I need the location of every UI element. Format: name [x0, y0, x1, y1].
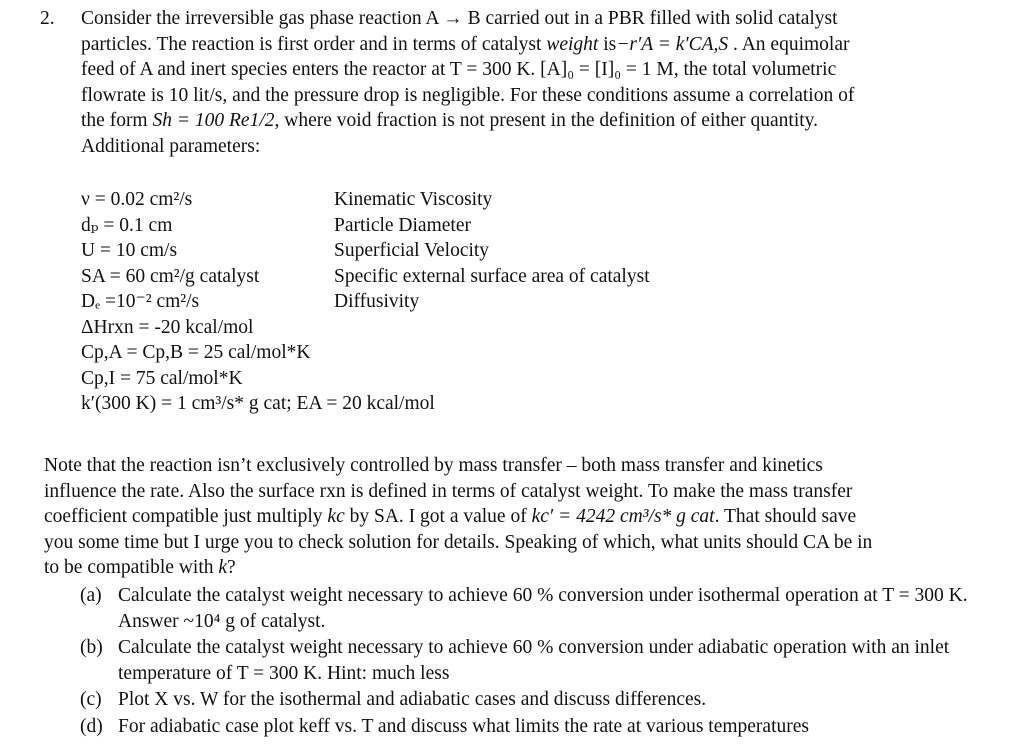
note-line	[44, 504, 1004, 530]
question-part-b	[80, 635, 1004, 686]
part-text: For adiabatic case plot keff vs. T and discuss what limits the rate at various temperatures	[118, 715, 809, 737]
kc-symbol: kc	[327, 506, 345, 528]
part-label: (a)	[80, 584, 102, 606]
parameter-value: U = 10 cm/s	[81, 240, 178, 261]
intro-line: Consider the irreversible gas phase reaction A → B carried out in a PBR filled with solid catalyst	[81, 8, 838, 29]
weight-emphasis: weight	[546, 33, 599, 55]
parameter-label: Kinematic Viscosity	[334, 189, 493, 210]
parameter-value: ν = 0.02 cm²/s	[81, 189, 193, 210]
problem-note	[44, 453, 1004, 741]
problem-statement	[40, 6, 1015, 160]
intro-text: is	[598, 33, 617, 55]
note-line: influence the rate. Also the surface rxn is defined in terms of catalyst weight. To make the mass transfer	[44, 480, 853, 502]
part-label: (b)	[80, 637, 103, 659]
problem-intro	[81, 6, 1015, 160]
k-symbol: k	[218, 557, 228, 579]
note-text: coefficient compatible just multiply	[44, 506, 328, 528]
intro-line: feed of A and inert species enters the reactor at T = 300 K. [A]₀ = [I]₀ = 1 M, the total volumetric	[81, 59, 837, 81]
problem-number: 2.	[40, 8, 55, 29]
parameter-value: ΔHrxn = -20 kcal/mol	[81, 316, 254, 338]
parameter-row	[81, 238, 490, 264]
note-line	[44, 555, 1004, 581]
sherwood-correlation: Sh = 100 Re1/2	[152, 110, 275, 132]
parameter-value: SA = 60 cm²/g catalyst	[81, 265, 260, 287]
parameter-row	[81, 340, 435, 366]
parameter-list	[81, 187, 650, 417]
intro-line	[81, 108, 1015, 134]
parameter-row	[81, 289, 435, 315]
question-part-a	[80, 583, 1004, 634]
note-text: ?	[227, 557, 236, 579]
intro-text: , where void fraction is not present in the definition of either quantity.	[274, 110, 819, 132]
parameter-value: Dₑ =10⁻² cm²/s	[81, 291, 200, 312]
part-text: Calculate the catalyst weight necessary to achieve 60 % conversion under isothermal operation at T = 300 K. Answer ~10⁴ g of catalyst.	[118, 584, 968, 632]
parameter-row	[81, 213, 471, 239]
part-text: Calculate the catalyst weight necessary to achieve 60 % conversion under adiabatic operation with an inlet temperature of T = 300 K. Hint: much less	[118, 637, 950, 684]
parameter-row	[81, 366, 435, 392]
parameter-row	[81, 264, 650, 290]
rate-equation: −r′A = k′CA,S	[616, 33, 729, 55]
intro-text: . An equimolar	[728, 33, 850, 55]
parameter-label: Diffusivity	[334, 291, 420, 312]
question-part-c	[80, 687, 1004, 713]
note-text: . That should save	[714, 506, 857, 528]
parameter-row	[81, 315, 435, 341]
parameter-row	[81, 391, 435, 417]
note-line: Note that the reaction isn’t exclusively controlled by mass transfer – both mass transfer and kinetics	[44, 455, 823, 476]
intro-line: Additional parameters:	[81, 135, 261, 157]
part-label: (c)	[80, 689, 102, 711]
intro-line	[81, 32, 1015, 58]
part-text: Plot X vs. W for the isothermal and adiabatic cases and discuss differences.	[118, 689, 707, 711]
note-text: by SA. I got a value of	[344, 506, 532, 528]
note-text: to be compatible with	[44, 557, 219, 579]
parameter-label: Particle Diameter	[334, 214, 471, 236]
intro-text: the form	[81, 110, 153, 132]
parameter-value: k′(300 K) = 1 cm³/s* g cat; EA = 20 kcal/mol	[81, 393, 435, 414]
question-parts	[80, 583, 1004, 740]
part-label: (d)	[80, 715, 103, 737]
question-part-d	[80, 714, 1004, 740]
parameter-value: Cp,A = Cp,B = 25 cal/mol*K	[81, 342, 311, 363]
kc-value: kc′ = 4242 cm³/s* g cat	[531, 506, 715, 528]
intro-line: flowrate is 10 lit/s, and the pressure drop is negligible. For these conditions assume a correlation of	[81, 84, 855, 106]
parameter-row	[81, 187, 493, 213]
parameter-label: Superficial Velocity	[334, 240, 490, 261]
parameter-value: dₚ = 0.1 cm	[81, 214, 173, 236]
note-line: you some time but I urge you to check solution for details. Speaking of which, what units should CA be in	[44, 531, 873, 553]
parameter-value: Cp,I = 75 cal/mol*K	[81, 367, 243, 389]
parameter-label: Specific external surface area of catalyst	[334, 265, 650, 287]
intro-text: particles. The reaction is first order and in terms of catalyst	[81, 33, 547, 55]
